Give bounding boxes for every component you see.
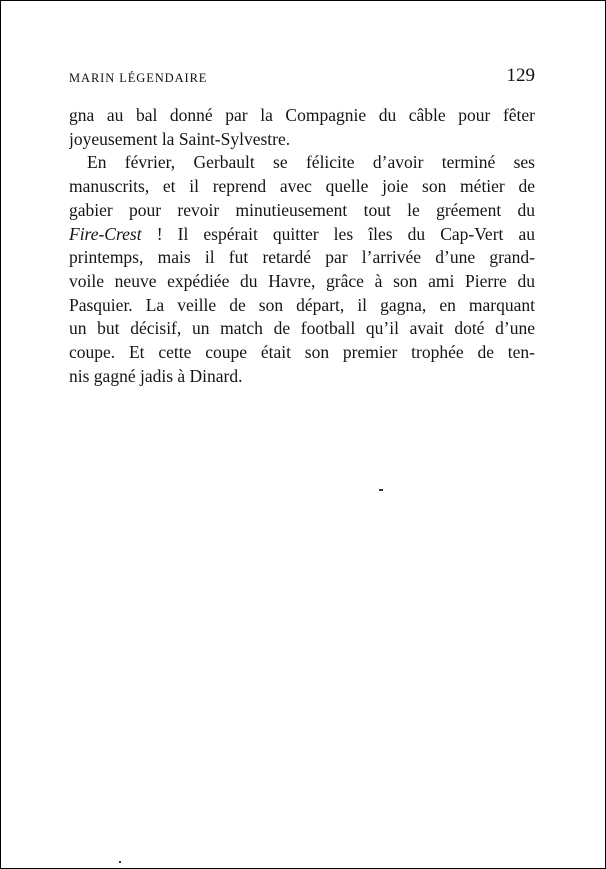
- text-line: joyeusement la Saint-Sylvestre.: [69, 128, 291, 149]
- text-line: manuscrits, et il reprend avec quelle joie son métier de: [69, 176, 535, 197]
- line-rest: ! Il espérait quitter les îles du Cap-Vert au: [141, 223, 535, 244]
- text-line: coupe. Et cette coupe était son premier trophée de ten-: [69, 342, 535, 363]
- text-line: [69, 223, 535, 247]
- ship-name: Fire-Crest: [69, 223, 142, 244]
- ink-speck: [379, 489, 383, 491]
- text-line: nis gagné jadis à Dinard.: [69, 365, 243, 386]
- page-number: 129: [506, 65, 535, 86]
- text-line: Pasquier. La veille de son départ, il gagna, en marquant: [69, 294, 535, 315]
- text-line: printemps, mais il fut retardé par l’arrivée d’une grand-: [69, 247, 535, 268]
- text-line: gabier pour revoir minutieusement tout le gréement du: [69, 199, 535, 220]
- text-line: En février, Gerbault se félicite d’avoir terminé ses: [87, 152, 535, 173]
- running-header: [69, 65, 535, 89]
- ink-speck: [119, 861, 121, 863]
- text-line: un but décisif, un match de football qu’il avait doté d’une: [69, 318, 535, 339]
- text-line: voile neuve expédiée du Havre, grâce à son ami Pierre du: [69, 270, 535, 291]
- text-line: gna au bal donné par la Compagnie du câble pour fêter: [69, 105, 535, 125]
- body-text: [69, 104, 535, 388]
- running-title: MARIN LÉGENDAIRE: [69, 71, 208, 85]
